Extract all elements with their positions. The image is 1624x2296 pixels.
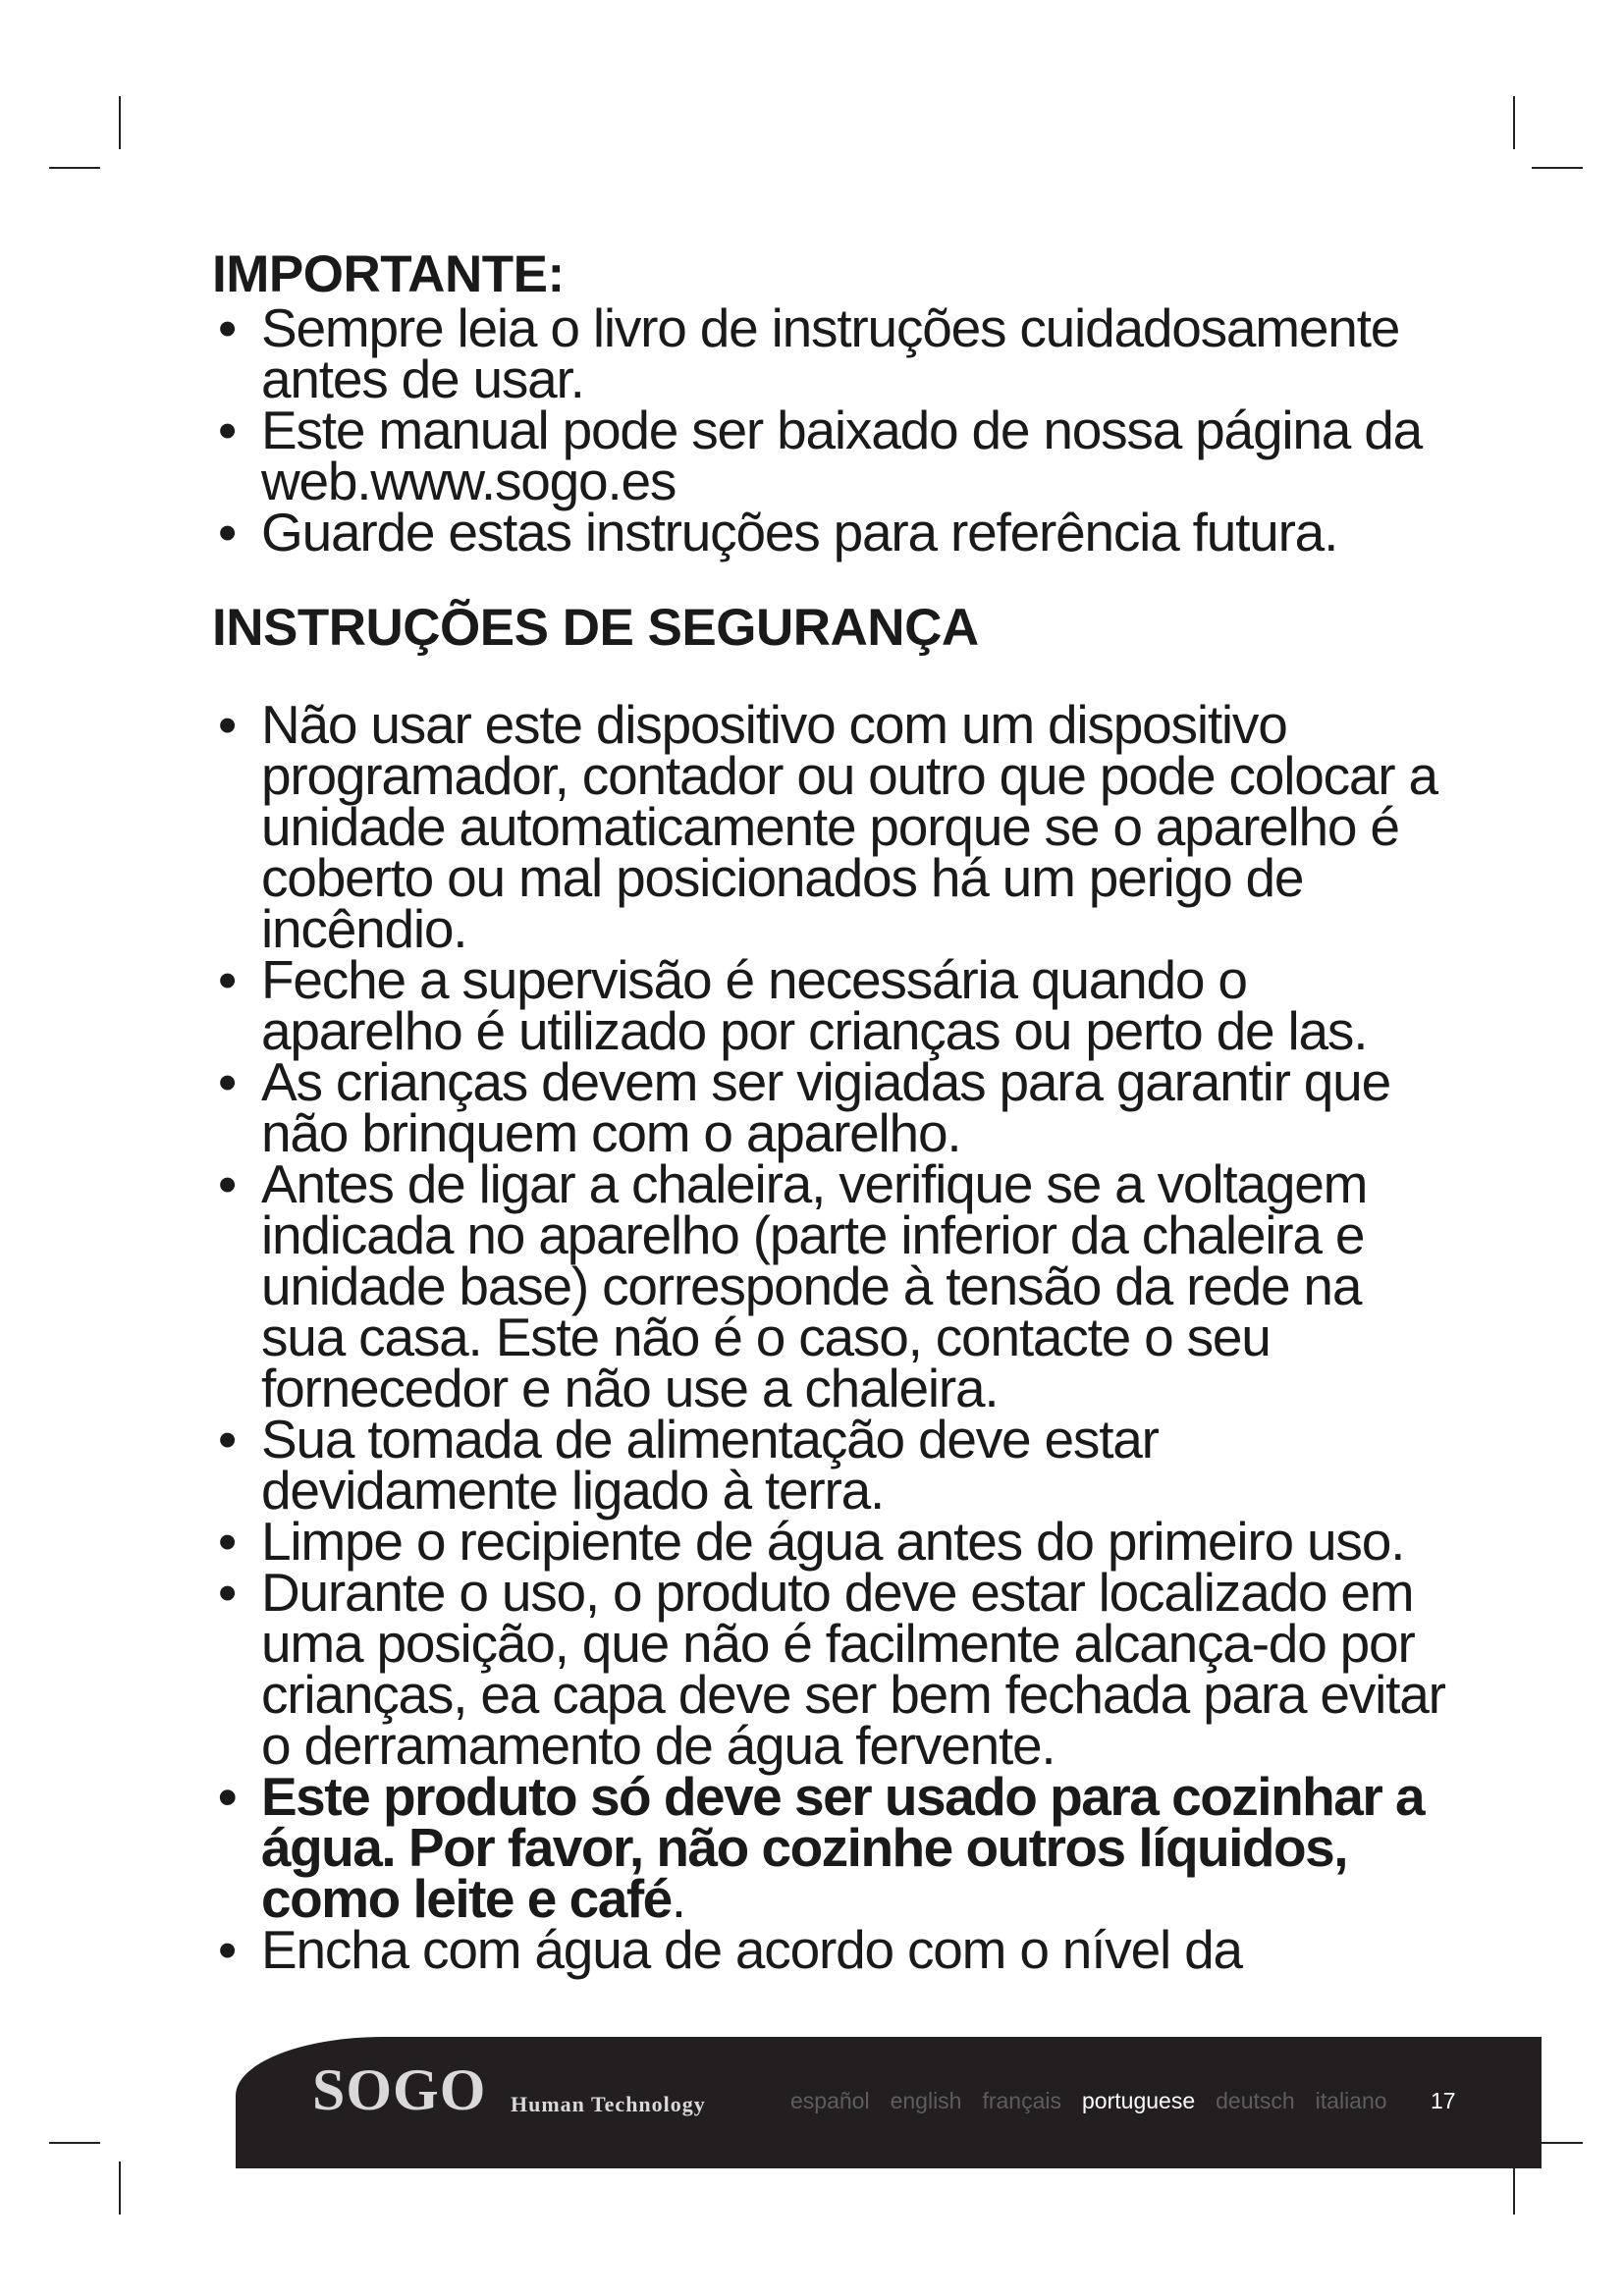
safety-item [212, 1919, 1449, 1980]
crop-mark [119, 2162, 121, 2215]
important-item [212, 502, 1449, 562]
important-list [212, 297, 1449, 562]
safety-item-text: Encha com água de acordo com o nível da [261, 1919, 1242, 1980]
safety-list [212, 694, 1449, 1980]
safety-item [212, 694, 1449, 959]
important-item-text: Sempre leia o livro de instruções cuidadosamente antes de usar. [261, 297, 1400, 409]
language-list [790, 2088, 1387, 2114]
bullet: • [217, 1409, 237, 1469]
safety-item-text: Limpe o recipiente de água antes do primeiro uso. [261, 1511, 1405, 1572]
safety-item-text: Antes de ligar a chaleira, verifique se a voltagem indicada no aparelho (parte inferior da chaleira e unidade base) corresponde à tensão da rede na sua casa. Este não é o caso, contacte o seu fornecedor e não use a chaleira. [261, 1153, 1368, 1418]
bullet: • [217, 1153, 237, 1214]
crop-mark [49, 167, 100, 169]
logo-tagline: Human Technology [511, 2092, 706, 2116]
crop-mark [1532, 167, 1583, 169]
safety-item [212, 1409, 1449, 1521]
safety-item-text: Sua tomada de alimentação deve estar devidamente ligado à terra. [261, 1409, 1159, 1521]
language-en: english [890, 2088, 962, 2113]
crop-mark [119, 96, 121, 149]
bullet: • [217, 502, 237, 562]
safety-item [212, 1511, 1449, 1572]
important-item-text: Este manual pode ser baixado de nossa página da web.www.sogo.es [261, 400, 1422, 511]
sogo-logo: SOGO [312, 2057, 487, 2122]
bullet: • [217, 1051, 237, 1112]
safety-item-text: Durante o uso, o produto deve estar localizado em uma posição, que não é facilmente alcança-do por crianças, ea capa deve ser bem fechada para evitar o derramamento de água fervente. [261, 1562, 1445, 1776]
safety-item-text: As crianças devem ser vigiadas para garantir que não brinquem com o aparelho. [261, 1051, 1390, 1163]
manual-content [212, 245, 1449, 1980]
language-it: italiano [1315, 2088, 1387, 2113]
safety-item [212, 1562, 1449, 1776]
bullet: • [218, 1766, 236, 1827]
important-heading: IMPORTANTE: [212, 245, 565, 303]
safety-item-text: Não usar este dispositivo com um dispositivo programador, contador ou outro que pode colocar a unidade automaticamente porque se o aparelho é coberto ou mal posicionados há um perigo de incêndio. [261, 694, 1437, 959]
bullet: • [217, 1562, 237, 1623]
language-fr: français [982, 2088, 1062, 2113]
footer-band [236, 2037, 1542, 2168]
crop-mark [49, 2142, 100, 2144]
language-es: español [790, 2088, 870, 2113]
period: . [671, 1868, 685, 1929]
safety-item-warning-text: Este produto só deve ser usado para cozinhar a água. Por favor, não cozinhe outros líquidos, como leite e café [261, 1766, 1425, 1929]
language-pt: portuguese [1082, 2088, 1196, 2113]
bullet: • [217, 1919, 237, 1980]
important-item [212, 297, 1449, 409]
bullet: • [217, 400, 237, 460]
safety-item [212, 1153, 1449, 1418]
crop-mark [1513, 2162, 1515, 2215]
important-item [212, 400, 1449, 511]
safety-item [212, 1051, 1449, 1163]
bullet: • [217, 1511, 237, 1572]
bullet: • [217, 949, 237, 1010]
bullet: • [217, 694, 237, 755]
safety-item-text: Feche a supervisão é necessária quando o aparelho é utilizado por crianças ou perto de las. [261, 949, 1368, 1061]
bullet: • [217, 297, 237, 358]
safety-item [212, 949, 1449, 1061]
important-item-text: Guarde estas instruções para referência futura. [261, 502, 1338, 562]
safety-heading: INSTRUÇÕES DE SEGURANÇA [212, 599, 979, 657]
crop-mark [1513, 96, 1515, 149]
page-number: 17 [1431, 2088, 1456, 2113]
language-de: deutsch [1216, 2088, 1295, 2113]
safety-item-warning [212, 1766, 1449, 1929]
